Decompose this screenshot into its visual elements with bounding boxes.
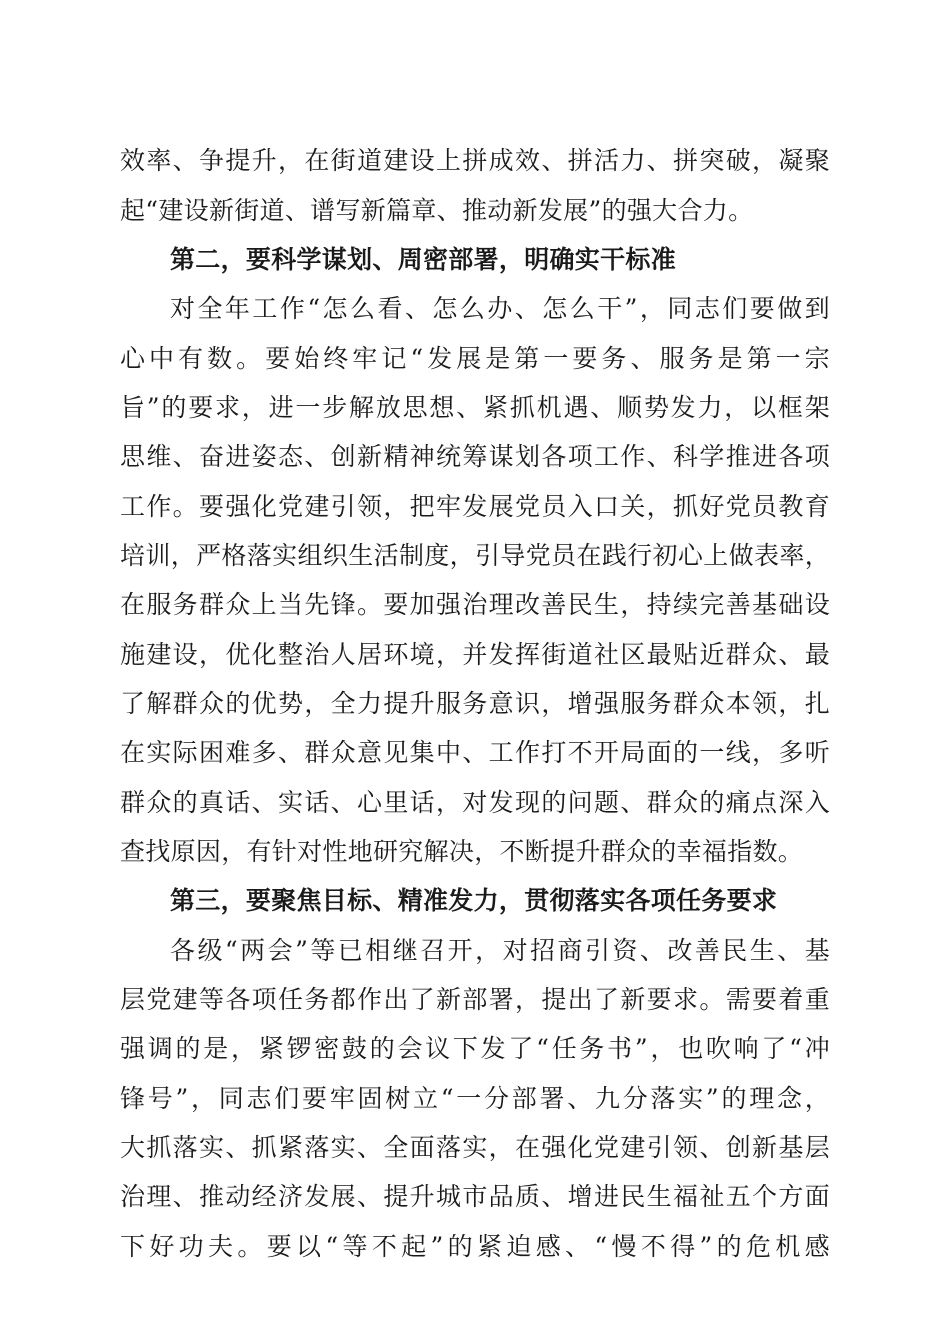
paragraph-line: 思维、奋进姿态、创新精神统筹谋划各项工作、科学推进各项 (120, 442, 830, 471)
paragraph-line: 心中有数。要始终牢记“发展是第一要务、服务是第一宗 (120, 344, 830, 373)
section-heading-3: 第三，要聚焦目标、精准发力，贯彻落实各项任务要求 (170, 886, 778, 915)
paragraph-line: 治理、推动经济发展、提升城市品质、增进民生福祉五个方面 (120, 1182, 830, 1211)
paragraph-line: 查找原因，有针对性地研究解决，不断提升群众的幸福指数。 (120, 837, 804, 866)
paragraph-line: 了解群众的优势，全力提升服务意识，增强服务群众本领，扎 (120, 689, 830, 718)
paragraph-line: 各级“两会”等已相继召开，对招商引资、改善民生、基 (170, 936, 830, 965)
paragraph-line: 施建设，优化整治人居环境，并发挥街道社区最贴近群众、最 (120, 640, 830, 669)
paragraph-line: 锋号”，同志们要牢固树立“一分部署、九分落实”的理念， (120, 1084, 830, 1113)
paragraph-line: 工作。要强化党建引领，把牢发展党员入口关，抓好党员教育 (120, 492, 830, 521)
paragraph-line: 起“建设新街道、谱写新篇章、推动新发展”的强大合力。 (120, 196, 754, 225)
paragraph-line: 培训，严格落实组织生活制度，引导党员在践行初心上做表率， (120, 541, 830, 570)
paragraph-line: 对全年工作“怎么看、怎么办、怎么干”，同志们要做到 (170, 294, 830, 323)
paragraph-line: 在实际困难多、群众意见集中、工作打不开局面的一线，多听 (120, 738, 830, 767)
paragraph-line: 强调的是，紧锣密鼓的会议下发了“任务书”，也吹响了“冲 (120, 1034, 830, 1063)
section-heading-2: 第二，要科学谋划、周密部署，明确实干标准 (170, 245, 677, 274)
paragraph-line: 在服务群众上当先锋。要加强治理改善民生，持续完善基础设 (120, 590, 830, 619)
paragraph-line: 旨”的要求，进一步解放思想、紧抓机遇、顺势发力，以框架 (120, 393, 830, 422)
paragraph-line: 层党建等各项任务都作出了新部署，提出了新要求。需要着重 (120, 985, 830, 1014)
paragraph-line: 效率、争提升，在街道建设上拼成效、拼活力、拼突破，凝聚 (120, 146, 830, 175)
paragraph-line: 群众的真话、实话、心里话，对发现的问题、群众的痛点深入 (120, 788, 830, 817)
paragraph-line: 下好功夫。要以“等不起”的紧迫感、“慢不得”的危机感 (120, 1232, 830, 1261)
paragraph-line: 大抓落实、抓紧落实、全面落实，在强化党建引领、创新基层 (120, 1133, 830, 1162)
